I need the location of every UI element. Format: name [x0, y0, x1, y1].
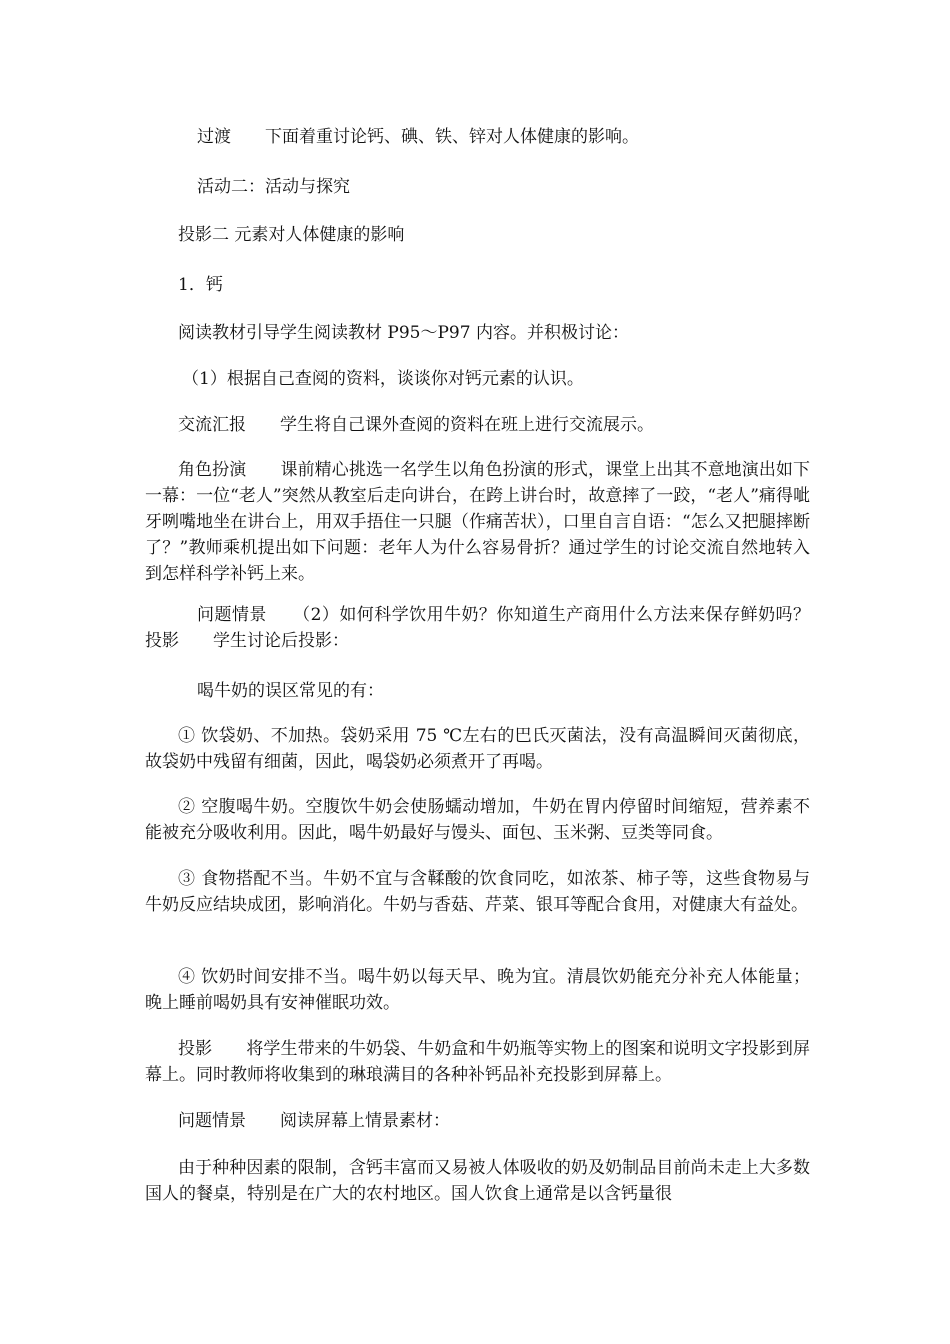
paragraph-misconception-four: ④ 饮奶时间安排不当。喝牛奶以每天早、晚为宜。清晨饮奶能充分补充人体能量；晚上睡前喝奶具有安神催眠功效。 — [145, 967, 810, 1013]
paragraph-role-play: 角色扮演 课前精心挑选一名学生以角色扮演的形式，课堂上出其不意地演出如下一幕：一位“老人”突然从教室后走向讲台，在跨上讲台时，故意摔了一跤，“老人”痛得呲牙咧嘴地坐在讲台上，用双手捂住一只腿（作痛苦状），口里自言自语：“怎么又把腿摔断了？”教师乘机提出如下问题：老年人为什么容易骨折？通过学生的讨论交流自然地转入到怎样科学补钙上来。 — [145, 460, 810, 584]
paragraph-projection: 投影 将学生带来的牛奶袋、牛奶盒和牛奶瓶等实物上的图案和说明文字投影到屏幕上。同时教师将收集到的琳琅满目的各种补钙品补充投影到屏幕上。 — [145, 1039, 810, 1085]
paragraph-material: 由于种种因素的限制，含钙丰富而又易被人体吸收的奶及奶制品目前尚未走上大多数国人的餐桌，特别是在广大的农村地区。国人饮食上通常是以含钙量很 — [145, 1158, 810, 1204]
paragraph-transition: 过渡 下面着重讨论钙、碘、铁、锌对人体健康的影响。 — [197, 127, 639, 147]
paragraph-misconceptions-heading: 喝牛奶的误区常见的有： — [197, 681, 384, 701]
paragraph-misconception-two: ② 空腹喝牛奶。空腹饮牛奶会使肠蠕动增加，牛奶在胃内停留时间缩短，营养素不能被充分吸收利用。因此，喝牛奶最好与馒头、面包、玉米粥、豆类等同食。 — [145, 797, 810, 843]
paragraph-reading: 阅读教材引导学生阅读教材 P95～P97 内容。并积极讨论： — [178, 323, 629, 343]
paragraph-question-scene: 问题情景 （2）如何科学饮用牛奶？你知道生产商用什么方法来保存鲜奶吗？投影 学生讨论后投影： — [145, 605, 810, 651]
paragraph-exchange-report: 交流汇报 学生将自己课外查阅的资料在班上进行交流展示。 — [178, 415, 654, 435]
paragraph-misconception-three: ③ 食物搭配不当。牛奶不宜与含鞣酸的饮食同吃，如浓茶、柿子等，这些食物易与牛奶反应结块成团，影响消化。牛奶与香菇、芹菜、银耳等配合食用，对健康大有益处。 — [145, 869, 810, 915]
paragraph-calcium-heading: 1．钙 — [178, 275, 223, 295]
paragraph-question-one: （1）根据自己查阅的资料，谈谈你对钙元素的认识。 — [182, 369, 584, 389]
paragraph-misconception-one: ① 饮袋奶、不加热。袋奶采用 75 ℃左右的巴氏灭菌法，没有高温瞬间灭菌彻底，故袋奶中残留有细菌，因此，喝袋奶必须煮开了再喝。 — [145, 726, 810, 772]
paragraph-projection-two: 投影二 元素对人体健康的影响 — [178, 225, 405, 245]
paragraph-activity-two: 活动二：活动与探究 — [197, 177, 350, 197]
paragraph-question-scene-two: 问题情景 阅读屏幕上情景素材： — [178, 1111, 450, 1131]
